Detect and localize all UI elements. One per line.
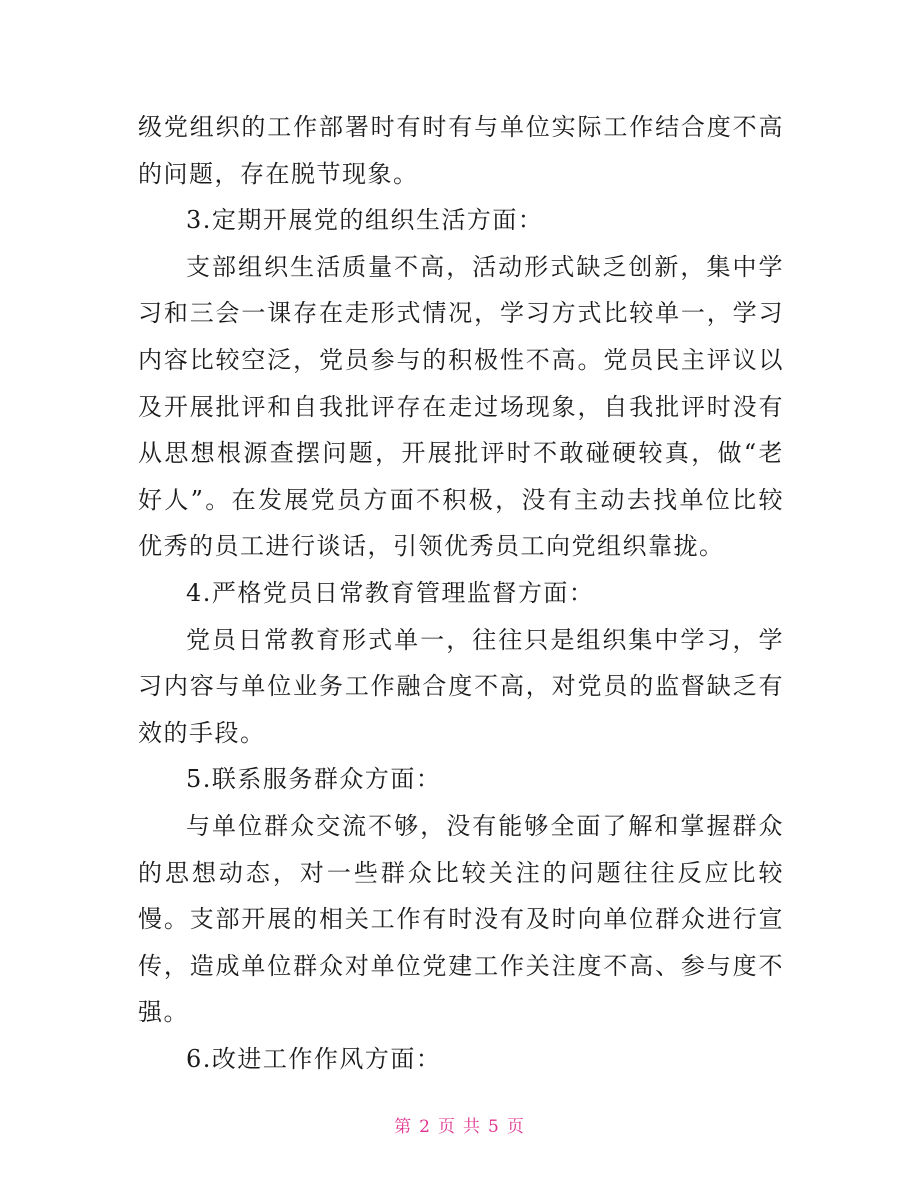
section-heading-3: 3.定期开展党的组织生活方面： (186, 206, 544, 235)
document-body (138, 104, 784, 1082)
section-heading-5: 5.联系服务群众方面： (186, 765, 442, 794)
footer-suffix: 页 (506, 1117, 526, 1137)
section-heading-6: 6.改进工作作风方面： (186, 1044, 442, 1073)
footer-prefix: 第 (394, 1117, 414, 1137)
paragraph-continuation: 级党组织的工作部署时有时有与单位实际工作结合度不高的问题，存在脱节现象。 (138, 113, 784, 188)
section-heading-4: 4.严格党员日常教育管理监督方面： (186, 578, 595, 607)
paragraph-masses: 与单位群众交流不够，没有能够全面了解和掌握群众的思想动态，对一些群众比较关注的问题往往反应比较慢。支部开展的相关工作有时没有及时向单位群众进行宣传，造成单位群众对单位党建工作关注度不高、参与度不强。 (138, 811, 784, 1027)
page-footer (0, 1112, 920, 1137)
paragraph-org-life: 支部组织生活质量不高，活动形式缺乏创新，集中学习和三会一课存在走形式情况，学习方式比较单一，学习内容比较空泛，党员参与的积极性不高。党员民主评议以及开展批评和自我批评存在走过场现象，自我批评时没有从思想根源查摆问题，开展批评时不敢碰硬较真，做“老好人”。在发展党员方面不积极，没有主动去找单位比较优秀的员工进行谈话，引领优秀员工向党组织靠拢。 (138, 252, 784, 561)
footer-total-prefix: 共 (463, 1117, 482, 1137)
footer-total-pages: 5 (488, 1117, 501, 1137)
footer-page-word: 页 (438, 1117, 457, 1137)
paragraph-education: 党员日常教育形式单一，往往只是组织集中学习，学习内容与单位业务工作融合度不高，对党员的监督缺乏有效的手段。 (138, 625, 784, 747)
footer-current-page: 2 (419, 1117, 432, 1137)
